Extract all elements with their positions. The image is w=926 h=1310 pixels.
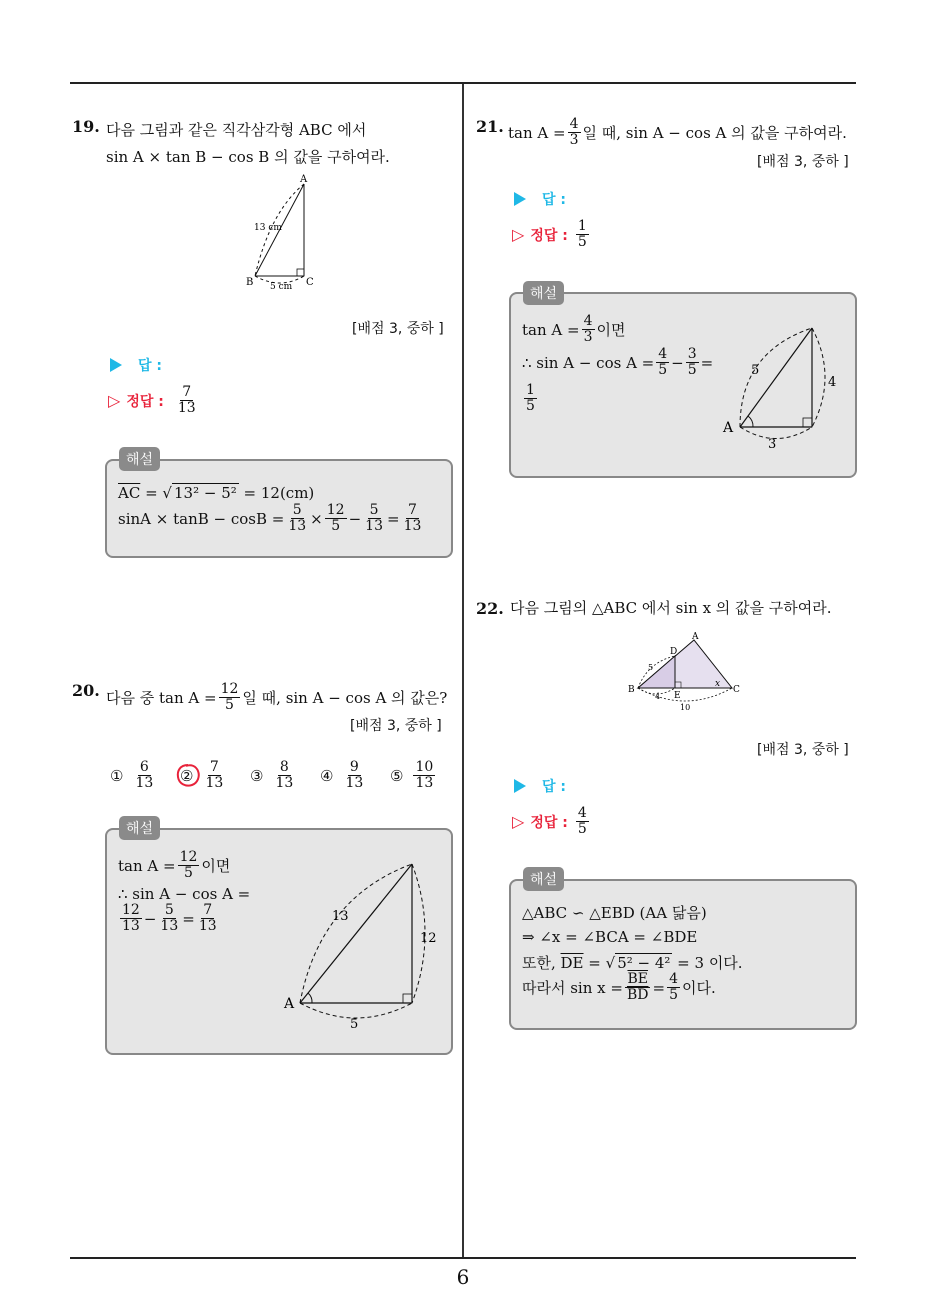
q22-exp-line2: ⇒ ∠x = ∠BCA = ∠BDE: [522, 928, 698, 946]
q20-selected-circle-icon: [174, 762, 202, 790]
column-divider: [462, 84, 464, 1258]
q20-fig-label-a: A: [284, 996, 295, 1012]
q21-text: tan A = $\frac{4}{3}$ 일 때, sin A − cos A 의 값을 구하여라.: [508, 116, 847, 148]
q19-triangle-figure: [240, 172, 330, 292]
q22-fig-label-a: A: [692, 632, 699, 642]
q21-exp-line2: ∴ sin A − cos A = $\frac{4}{5}$ − $\frac{3}{5}$ =: [522, 346, 714, 378]
q21-explanation-tag: 해설: [523, 281, 564, 305]
q20-exp-line3: $\frac{12}{13}$ − $\frac{5}{13}$ = $\frac{7}{13}$: [122, 902, 217, 934]
q19-explanation-tag: 해설: [119, 447, 160, 471]
answer-arrow-icon: [514, 192, 526, 206]
q20-choice-2[interactable]: ② $\frac{7}{13}$: [180, 759, 224, 791]
correct-arrow-icon: ▷: [512, 812, 525, 831]
q19-correct-row: [108, 385, 200, 416]
q22-number: 22.: [476, 599, 504, 618]
q22-fig-label-bd: 5: [648, 663, 654, 672]
q22-fig-label-e: E: [674, 691, 681, 701]
q21-exp-line3: $\frac{1}{5}$: [526, 382, 535, 414]
q19-text-line1: 다음 그림과 같은 직각삼각형 ABC 에서: [106, 121, 367, 139]
q19-fig-label-hyp: 13 cm: [254, 223, 282, 233]
q22-triangle-figure: [622, 630, 747, 715]
q19-exp-line2: sinA × tanB − cosB = $\frac{5}{13}$ × $\frac{12}{5}$ − $\frac{5}{13}$ = $\frac{7}{13}$: [118, 502, 422, 534]
q21-answer-row[interactable]: [514, 189, 566, 209]
q19-fig-label-b: B: [246, 277, 254, 288]
q20-choice-1[interactable]: ① $\frac{6}{13}$: [110, 759, 154, 791]
q22-correct-label: 정답 :: [530, 814, 568, 831]
q20-fig-label-hyp: 13: [332, 909, 349, 924]
q21-fig-label-adj: 3: [768, 437, 777, 452]
q20-choice-3[interactable]: ③ $\frac{8}{13}$: [250, 759, 294, 791]
q22-exp-line3: 또한, $\overline{DE}$ = √ 5² − 4² = 3 이다.: [522, 954, 743, 972]
q21-number: 21.: [476, 117, 504, 136]
q19-correct-fraction: $\frac{7}{13}$: [177, 384, 196, 416]
q21-fig-label-hyp: 5: [751, 363, 760, 378]
q22-answer-label: 답 :: [542, 779, 566, 795]
q21-fig-label-a: A: [723, 420, 734, 436]
q19-fig-label-base: 5 cm: [270, 282, 293, 292]
q20-choice-5[interactable]: ⑤ $\frac{10}{13}$: [390, 759, 434, 791]
q22-explanation-tag: 해설: [523, 867, 564, 891]
q22-text: 다음 그림의 △ABC 에서 sin x 의 값을 구하여라.: [510, 599, 832, 617]
q19-exp-line1: $\overline{AC}$ = √ 13² − 5² = 12(cm): [118, 484, 315, 502]
q19-number: 19.: [72, 117, 100, 136]
answer-arrow-icon: [110, 358, 122, 372]
q19-answer-label: 답 :: [138, 358, 162, 374]
q20-fig-label-opp: 12: [420, 931, 437, 946]
q20-score: [배점 3, 중하 ]: [350, 718, 442, 734]
q22-correct-row: [512, 806, 591, 837]
q21-correct-fraction: $\frac{1}{5}$: [577, 218, 587, 250]
page-number: 6: [456, 1265, 470, 1289]
bottom-rule: [70, 1257, 856, 1259]
q21-fig-label-opp: 4: [828, 375, 837, 390]
q19-text-line2: sin A × tan B − cos B 의 값을 구하여라.: [106, 148, 390, 166]
q22-fig-label-be: 4: [655, 692, 661, 701]
q22-fig-label-b: B: [628, 685, 635, 695]
q21-exp-line1: tan A = $\frac{4}{3}$ 이면: [522, 313, 626, 345]
q22-correct-fraction: $\frac{4}{5}$: [577, 805, 587, 837]
q19-score: [배점 3, 중하 ]: [352, 321, 444, 337]
q21-triangle-figure: [720, 322, 845, 454]
q20-exp-line2: ∴ sin A − cos A =: [118, 885, 251, 903]
q20-text: 다음 중 tan A = $\frac{12}{5}$ 일 때, sin A − cos A 의 값은?: [106, 681, 448, 713]
q19-correct-label: 정답 :: [126, 393, 164, 410]
q21-score: [배점 3, 중하 ]: [757, 154, 849, 170]
q22-fig-label-x: x: [715, 679, 721, 689]
q20-triangle-figure: [280, 858, 445, 1038]
q22-score: [배점 3, 중하 ]: [757, 742, 849, 758]
q22-exp-line4: 따라서 sin x = $\frac{\overline{BE}}{BD}$ = $\frac{4}{5}$ 이다.: [522, 971, 716, 1003]
q20-explanation-tag: 해설: [119, 816, 160, 840]
q21-correct-label: 정답 :: [530, 227, 568, 244]
q21-answer-label: 답 :: [542, 192, 566, 208]
q22-fig-label-d: D: [670, 647, 678, 657]
q22-exp-line1: △ABC ∽ △EBD (AA 닮음): [522, 904, 707, 922]
q20-choice-4[interactable]: ④ $\frac{9}{13}$: [320, 759, 364, 791]
q19-fig-label-a: A: [300, 174, 308, 185]
q22-answer-row[interactable]: [514, 776, 566, 796]
q22-fig-label-c: C: [733, 685, 740, 695]
q22-fig-label-bc: 10: [680, 703, 691, 712]
correct-arrow-icon: ▷: [512, 225, 525, 244]
q19-fig-label-c: C: [306, 277, 314, 288]
q19-answer-row[interactable]: [110, 355, 162, 375]
q20-number: 20.: [72, 681, 100, 700]
answer-arrow-icon: [514, 779, 526, 793]
q20-exp-line1: tan A = $\frac{12}{5}$ 이면: [118, 849, 231, 881]
q20-fig-label-adj: 5: [350, 1017, 359, 1032]
correct-arrow-icon: ▷: [108, 391, 121, 410]
q21-correct-row: [512, 219, 591, 250]
